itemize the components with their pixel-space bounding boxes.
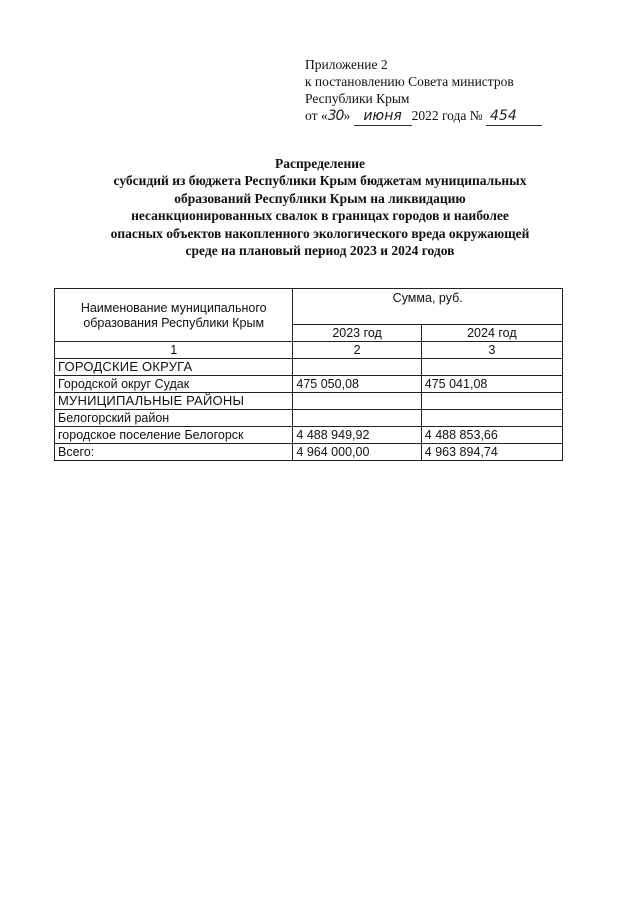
row-value-2024 [421, 393, 562, 410]
appendix-line-2: к постановлению Совета министров [305, 74, 514, 89]
row-value-2024: 475 041,08 [421, 376, 562, 393]
table-row [55, 393, 563, 410]
distribution-table [54, 288, 563, 461]
table-number-row [55, 342, 563, 359]
row-name: Белогорский район [55, 410, 293, 427]
row-value-2024 [421, 359, 562, 376]
column-number-1: 1 [55, 342, 293, 359]
date-prefix: от « [305, 108, 328, 123]
table-header-row [55, 289, 563, 325]
row-value-2024: 4 488 853,66 [421, 427, 562, 444]
header-year-2023: 2023 год [293, 325, 421, 342]
row-value-2023 [293, 359, 421, 376]
table-total-row [55, 444, 563, 461]
row-value-2023 [293, 410, 421, 427]
handwritten-day: 30 [327, 108, 344, 124]
row-value-2023: 475 050,08 [293, 376, 421, 393]
row-value-2024 [421, 410, 562, 427]
total-value-2024: 4 963 894,74 [421, 444, 562, 461]
row-name: МУНИЦИПАЛЬНЫЕ РАЙОНЫ [55, 393, 293, 410]
table-row [55, 410, 563, 427]
column-number-3: 3 [421, 342, 562, 359]
title-line-5: опасных объектов накопленного экологического вреда окружающей [110, 225, 530, 241]
title-line-1: Распределение [274, 156, 366, 171]
table-row [55, 359, 563, 376]
table-row [55, 427, 563, 444]
title-line-6: среде на плановый период 2023 и 2024 годов [185, 243, 455, 259]
appendix-date-line [305, 107, 542, 126]
document-title [40, 155, 600, 259]
date-mid: » [343, 108, 351, 123]
header-sum-cell: Сумма, руб. [293, 289, 563, 325]
column-number-2: 2 [293, 342, 421, 359]
row-value-2023: 4 488 949,92 [293, 427, 421, 444]
row-name: Городской округ Судак [55, 376, 293, 393]
row-name: городское поселение Белогорск [55, 427, 293, 444]
title-line-3: образований Республики Крым на ликвидацию [174, 190, 466, 206]
appendix-line-1: Приложение 2 [305, 57, 388, 72]
date-year: 2022 года № [411, 108, 483, 123]
row-name: ГОРОДСКИЕ ОКРУГА [55, 359, 293, 376]
header-year-2024: 2024 год [421, 325, 562, 342]
title-line-4: несанкционированных свалок в границах городов и наиболее [131, 208, 509, 224]
title-line-2: субсидий из бюджета Республики Крым бюджетам муниципальных [113, 173, 527, 189]
appendix-line-3: Республики Крым [305, 91, 410, 106]
total-value-2023: 4 964 000,00 [293, 444, 421, 461]
handwritten-month: июня [363, 108, 402, 124]
table-row [55, 376, 563, 393]
total-label: Всего: [55, 444, 293, 461]
row-value-2023 [293, 393, 421, 410]
header-name-cell: Наименование муниципального образования Республики Крым [55, 289, 293, 342]
appendix-header [305, 56, 542, 126]
handwritten-doc-number: 454 [486, 108, 542, 126]
